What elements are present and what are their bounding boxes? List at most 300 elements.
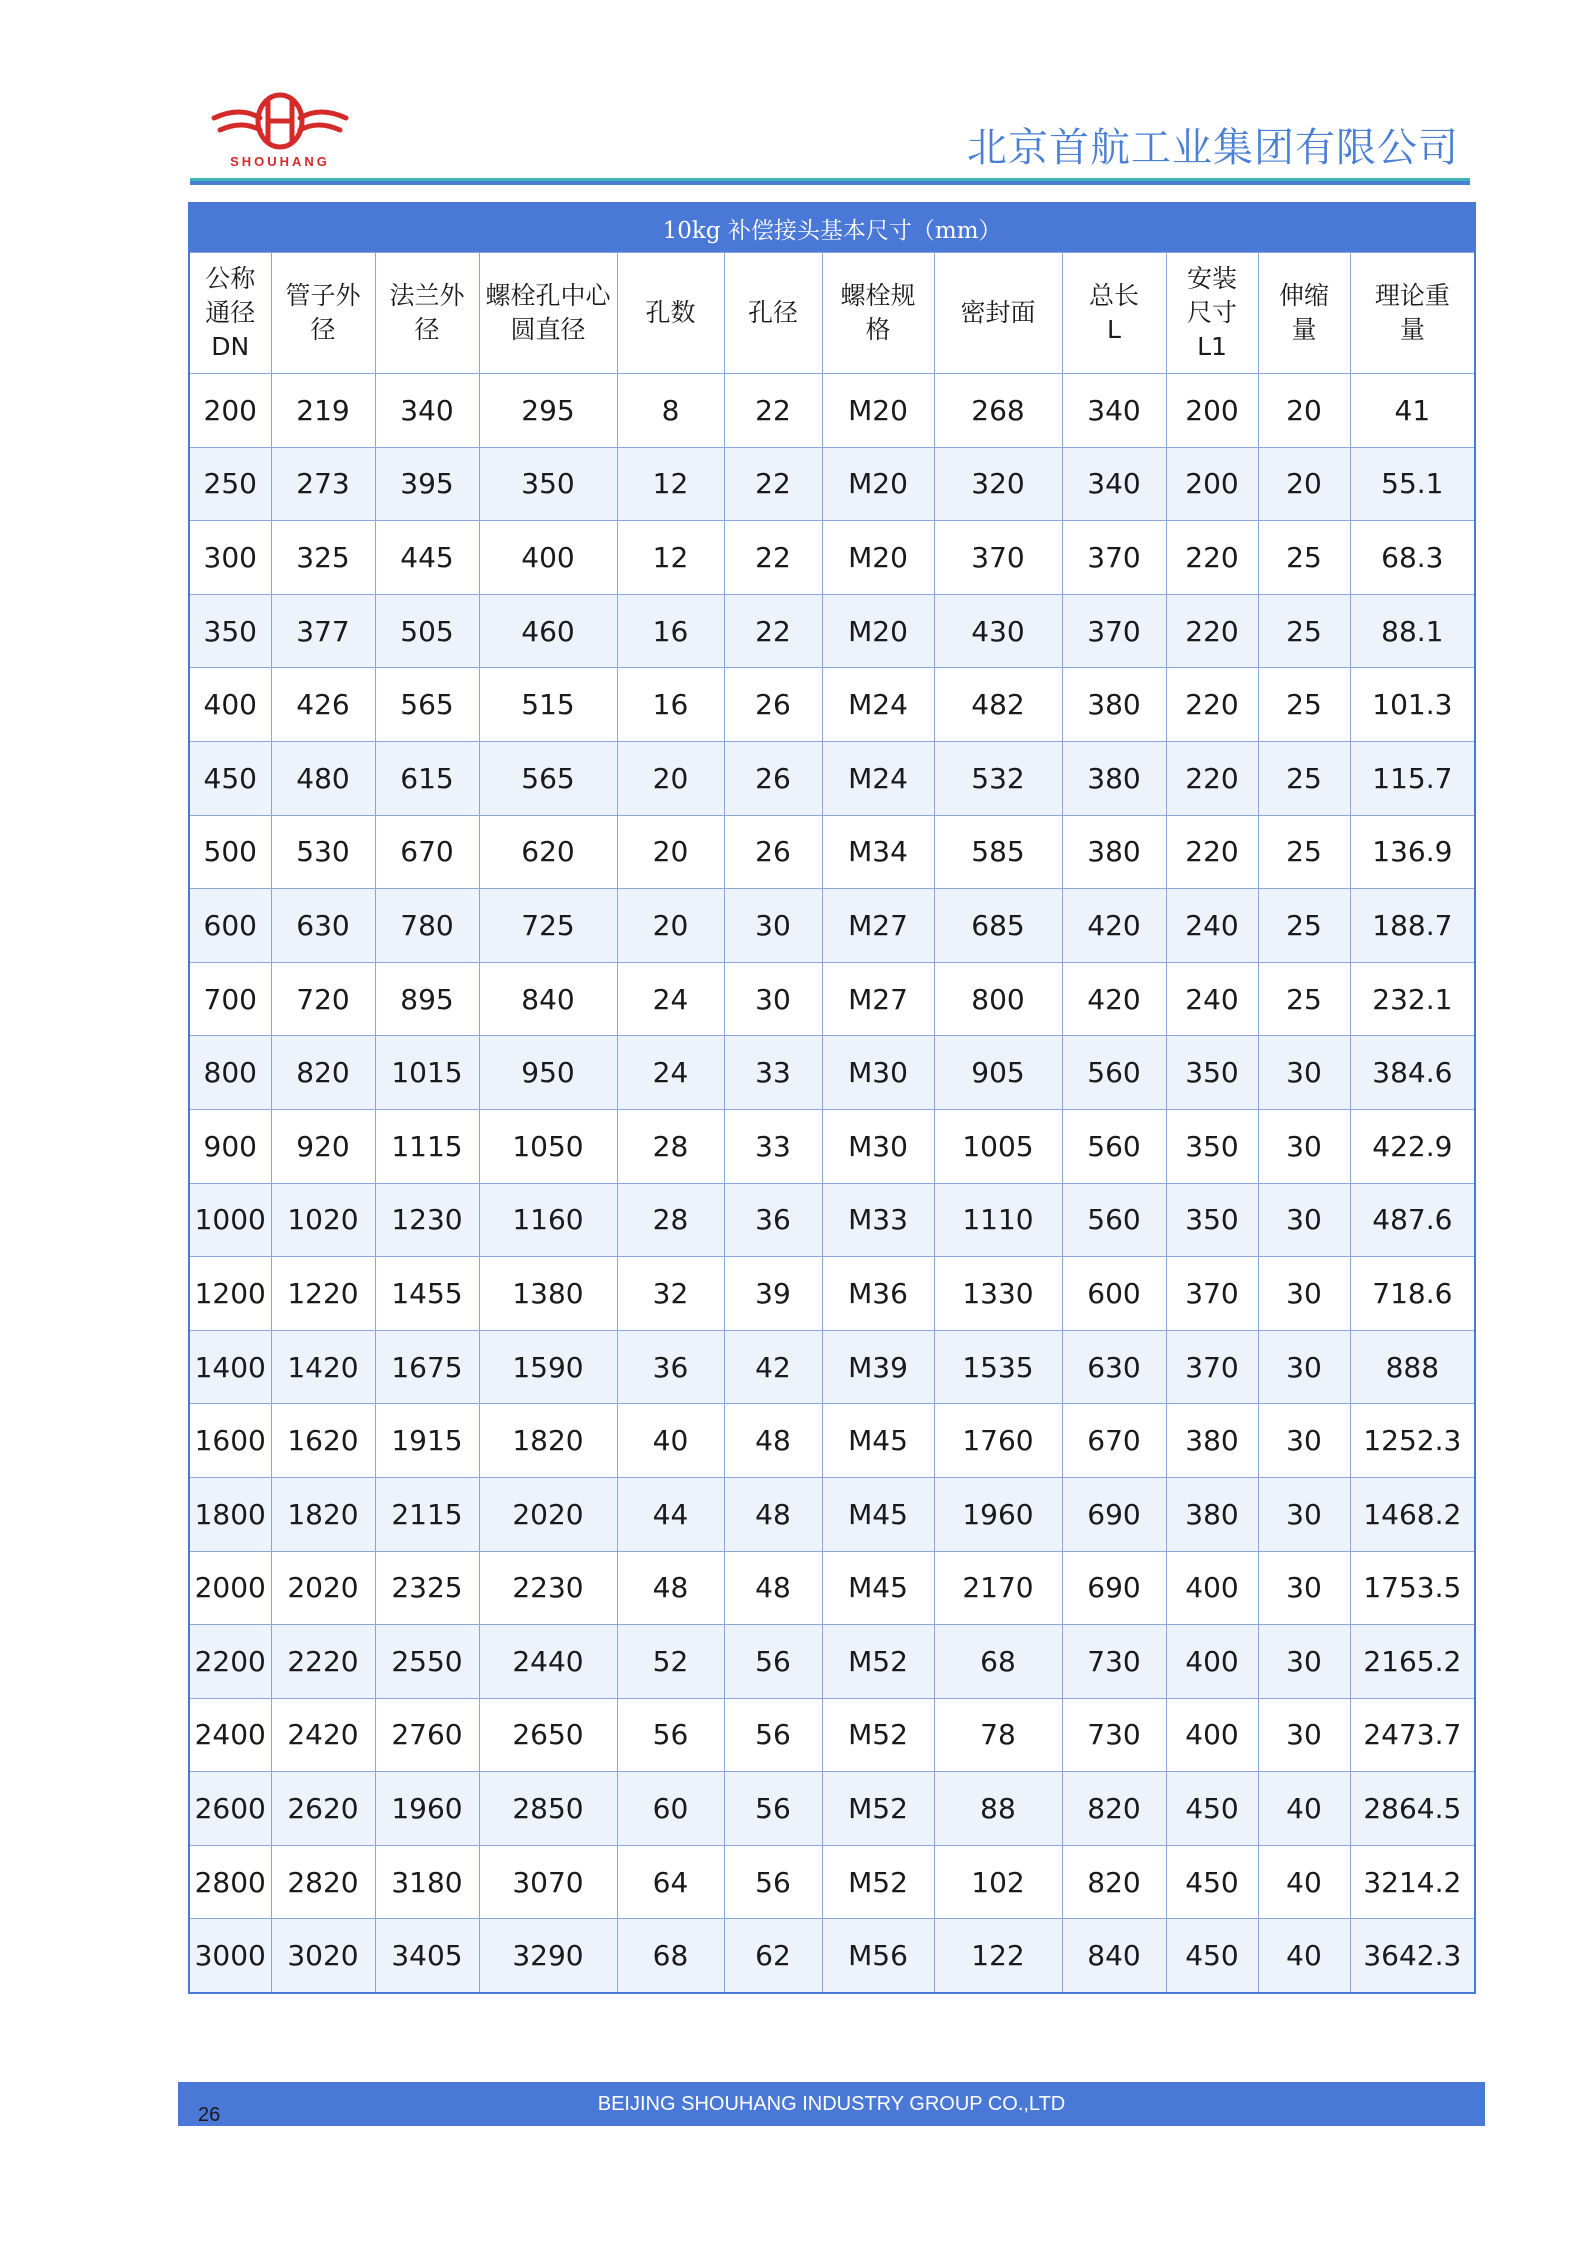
table-cell: 450 — [1166, 1845, 1258, 1919]
table-cell: 515 — [479, 668, 617, 742]
table-cell: 2020 — [271, 1551, 375, 1625]
table-cell: 380 — [1062, 741, 1166, 815]
table-cell: 20 — [617, 741, 724, 815]
table-cell: 3000 — [189, 1919, 271, 1993]
table-cell: 480 — [271, 741, 375, 815]
table-cell: 25 — [1258, 741, 1350, 815]
table-cell: 725 — [479, 889, 617, 963]
table-cell: 900 — [189, 1109, 271, 1183]
table-cell: M45 — [822, 1477, 934, 1551]
column-header-3 — [479, 253, 617, 374]
table-cell: 600 — [1062, 1257, 1166, 1331]
table-cell: 25 — [1258, 668, 1350, 742]
column-header-4 — [617, 253, 724, 374]
table-cell: 2020 — [479, 1477, 617, 1551]
table-cell: 3020 — [271, 1919, 375, 1993]
table-cell: 20 — [617, 889, 724, 963]
table-cell: M30 — [822, 1036, 934, 1110]
table-cell: 55.1 — [1350, 447, 1475, 521]
column-header-line: 径 — [414, 315, 440, 344]
table-cell: 350 — [1166, 1183, 1258, 1257]
table-cell: 630 — [271, 889, 375, 963]
table-cell: 40 — [1258, 1845, 1350, 1919]
column-header-line: 理论重 — [1374, 281, 1450, 310]
table-cell: 950 — [479, 1036, 617, 1110]
table-cell: 840 — [1062, 1919, 1166, 1993]
table-cell: 36 — [724, 1183, 822, 1257]
table-cell: 1200 — [189, 1257, 271, 1331]
table-cell: 630 — [1062, 1330, 1166, 1404]
table-cell: 250 — [189, 447, 271, 521]
column-header-6 — [822, 253, 934, 374]
table-cell: 340 — [1062, 374, 1166, 448]
table-cell: 450 — [189, 741, 271, 815]
table-cell: 2000 — [189, 1551, 271, 1625]
table-cell: 1380 — [479, 1257, 617, 1331]
column-header-line: 法兰外 — [389, 281, 465, 310]
column-header-line: 尺寸 — [1186, 298, 1237, 327]
table-cell: 565 — [479, 741, 617, 815]
company-name: 北京首航工业集团有限公司 — [967, 125, 1459, 171]
column-header-line: 螺栓规 — [840, 281, 916, 310]
table-cell: 40 — [617, 1404, 724, 1478]
table-cell: 1960 — [375, 1772, 479, 1846]
table-cell: 52 — [617, 1625, 724, 1699]
footer-company: BEIJING SHOUHANG INDUSTRY GROUP CO.,LTD — [597, 2093, 1066, 2115]
column-header-line: 总长 — [1088, 281, 1139, 310]
table-cell: M20 — [822, 447, 934, 521]
table-cell: 62 — [724, 1919, 822, 1993]
table-cell: 620 — [479, 815, 617, 889]
table-cell: 1960 — [934, 1477, 1062, 1551]
dimensions-table-container — [188, 202, 1474, 1994]
table-cell: 40 — [1258, 1772, 1350, 1846]
table-cell: 1590 — [479, 1330, 617, 1404]
table-cell: 28 — [617, 1109, 724, 1183]
table-cell: 12 — [617, 521, 724, 595]
column-header-9 — [1166, 253, 1258, 374]
table-cell: 400 — [1166, 1551, 1258, 1625]
column-header-5 — [724, 253, 822, 374]
table-cell: 22 — [724, 594, 822, 668]
table-cell: 685 — [934, 889, 1062, 963]
table-cell: M20 — [822, 594, 934, 668]
table-cell: 1620 — [271, 1404, 375, 1478]
table-cell: 1005 — [934, 1109, 1062, 1183]
table-cell: M56 — [822, 1919, 934, 1993]
table-row — [189, 1551, 1475, 1625]
table-cell: 88.1 — [1350, 594, 1475, 668]
table-cell: M52 — [822, 1698, 934, 1772]
table-cell: 30 — [1258, 1257, 1350, 1331]
table-row — [189, 889, 1475, 963]
table-cell: 320 — [934, 447, 1062, 521]
table-cell: 2864.5 — [1350, 1772, 1475, 1846]
table-cell: M30 — [822, 1109, 934, 1183]
table-cell: 690 — [1062, 1477, 1166, 1551]
table-cell: 220 — [1166, 741, 1258, 815]
table-cell: 3642.3 — [1350, 1919, 1475, 1993]
table-cell: 2170 — [934, 1551, 1062, 1625]
table-cell: 600 — [189, 889, 271, 963]
table-cell: 22 — [724, 374, 822, 448]
table-cell: 33 — [724, 1109, 822, 1183]
table-cell: 400 — [1166, 1625, 1258, 1699]
table-cell: 30 — [1258, 1183, 1350, 1257]
table-cell: 500 — [189, 815, 271, 889]
table-row — [189, 962, 1475, 1036]
table-cell: 905 — [934, 1036, 1062, 1110]
table-cell: 482 — [934, 668, 1062, 742]
column-header-line: DN — [211, 332, 250, 361]
table-cell: 1915 — [375, 1404, 479, 1478]
table-cell: 24 — [617, 962, 724, 1036]
table-cell: M20 — [822, 521, 934, 595]
table-cell: 1230 — [375, 1183, 479, 1257]
column-header-line: L — [1107, 315, 1121, 344]
table-cell: 268 — [934, 374, 1062, 448]
column-header-10 — [1258, 253, 1350, 374]
table-cell: 380 — [1062, 815, 1166, 889]
table-cell: 400 — [189, 668, 271, 742]
column-header-line: 通径 — [205, 298, 256, 327]
column-header-line: 量 — [1399, 315, 1425, 344]
logo-text: SHOUHANG — [230, 154, 330, 169]
table-cell: 1330 — [934, 1257, 1062, 1331]
table-cell: 30 — [1258, 1625, 1350, 1699]
table-cell: 820 — [271, 1036, 375, 1110]
table-cell: 20 — [1258, 447, 1350, 521]
table-cell: 2220 — [271, 1625, 375, 1699]
table-cell: 1110 — [934, 1183, 1062, 1257]
table-cell: 200 — [1166, 374, 1258, 448]
table-cell: 370 — [1062, 594, 1166, 668]
table-cell: 1252.3 — [1350, 1404, 1475, 1478]
table-cell: 3405 — [375, 1919, 479, 1993]
table-cell: 2420 — [271, 1698, 375, 1772]
table-cell: 1420 — [271, 1330, 375, 1404]
table-cell: 2200 — [189, 1625, 271, 1699]
table-cell: 25 — [1258, 962, 1350, 1036]
table-cell: 42 — [724, 1330, 822, 1404]
table-cell: 1400 — [189, 1330, 271, 1404]
table-cell: 240 — [1166, 889, 1258, 963]
table-cell: 1753.5 — [1350, 1551, 1475, 1625]
table-cell: 68 — [934, 1625, 1062, 1699]
table-cell: 25 — [1258, 815, 1350, 889]
column-header-1 — [271, 253, 375, 374]
table-cell: 460 — [479, 594, 617, 668]
table-cell: 487.6 — [1350, 1183, 1475, 1257]
table-cell: M45 — [822, 1404, 934, 1478]
table-cell: 1675 — [375, 1330, 479, 1404]
table-cell: 64 — [617, 1845, 724, 1919]
table-cell: 395 — [375, 447, 479, 521]
table-cell: 30 — [1258, 1109, 1350, 1183]
table-body — [189, 374, 1475, 1994]
table-cell: 2820 — [271, 1845, 375, 1919]
table-cell: 370 — [1062, 521, 1166, 595]
table-cell: 1820 — [271, 1477, 375, 1551]
table-cell: 220 — [1166, 521, 1258, 595]
table-row — [189, 1257, 1475, 1331]
table-cell: 895 — [375, 962, 479, 1036]
table-cell: 840 — [479, 962, 617, 1036]
table-cell: 39 — [724, 1257, 822, 1331]
table-cell: 22 — [724, 521, 822, 595]
table-cell: 26 — [724, 668, 822, 742]
table-cell: 30 — [1258, 1698, 1350, 1772]
table-cell: 888 — [1350, 1330, 1475, 1404]
column-header-0 — [189, 253, 271, 374]
table-cell: 670 — [375, 815, 479, 889]
table-cell: 1115 — [375, 1109, 479, 1183]
table-row — [189, 1109, 1475, 1183]
table-cell: 3290 — [479, 1919, 617, 1993]
table-cell: M34 — [822, 815, 934, 889]
table-row — [189, 447, 1475, 521]
table-cell: 28 — [617, 1183, 724, 1257]
table-cell: 1820 — [479, 1404, 617, 1478]
table-row — [189, 1919, 1475, 1993]
table-cell: 380 — [1166, 1404, 1258, 1478]
table-row — [189, 1625, 1475, 1699]
table-row — [189, 1477, 1475, 1551]
table-cell: 700 — [189, 962, 271, 1036]
table-cell: 3214.2 — [1350, 1845, 1475, 1919]
table-cell: M52 — [822, 1772, 934, 1846]
table-cell: 730 — [1062, 1698, 1166, 1772]
column-header-line: 公称 — [205, 264, 256, 293]
column-header-2 — [375, 253, 479, 374]
table-cell: 33 — [724, 1036, 822, 1110]
table-row — [189, 594, 1475, 668]
table-cell: 115.7 — [1350, 741, 1475, 815]
table-cell: 30 — [1258, 1330, 1350, 1404]
table-cell: 670 — [1062, 1404, 1166, 1478]
table-cell: 12 — [617, 447, 724, 521]
table-cell: 2230 — [479, 1551, 617, 1625]
table-cell: 420 — [1062, 962, 1166, 1036]
table-cell: 101.3 — [1350, 668, 1475, 742]
table-cell: 2850 — [479, 1772, 617, 1846]
table-cell: 730 — [1062, 1625, 1166, 1699]
table-cell: 68.3 — [1350, 521, 1475, 595]
table-cell: 505 — [375, 594, 479, 668]
table-cell: 56 — [724, 1625, 822, 1699]
table-cell: 3180 — [375, 1845, 479, 1919]
table-cell: 68 — [617, 1919, 724, 1993]
table-cell: 720 — [271, 962, 375, 1036]
table-cell: 340 — [375, 374, 479, 448]
table-cell: 2115 — [375, 1477, 479, 1551]
table-title: 10kg 补偿接头基本尺寸（mm） — [189, 203, 1475, 253]
column-header-line: 圆直径 — [510, 315, 586, 344]
table-cell: 48 — [724, 1404, 822, 1478]
table-cell: M36 — [822, 1257, 934, 1331]
table-cell: 16 — [617, 668, 724, 742]
table-cell: 400 — [1166, 1698, 1258, 1772]
table-cell: 30 — [724, 962, 822, 1036]
table-cell: 820 — [1062, 1772, 1166, 1846]
table-cell: 350 — [1166, 1109, 1258, 1183]
table-cell: 420 — [1062, 889, 1166, 963]
table-cell: 41 — [1350, 374, 1475, 448]
table-cell: 220 — [1166, 668, 1258, 742]
table-cell: 25 — [1258, 521, 1350, 595]
table-cell: 1468.2 — [1350, 1477, 1475, 1551]
column-header-line: 安装 — [1186, 264, 1237, 293]
table-cell: 25 — [1258, 889, 1350, 963]
table-cell: 426 — [271, 668, 375, 742]
column-header-line: L1 — [1197, 332, 1227, 361]
table-cell: M52 — [822, 1845, 934, 1919]
table-cell: 122 — [934, 1919, 1062, 1993]
table-cell: 240 — [1166, 962, 1258, 1036]
table-cell: 370 — [934, 521, 1062, 595]
table-cell: 56 — [724, 1698, 822, 1772]
table-cell: 450 — [1166, 1919, 1258, 1993]
table-cell: 350 — [1166, 1036, 1258, 1110]
table-cell: 60 — [617, 1772, 724, 1846]
table-cell: 56 — [724, 1772, 822, 1846]
table-row — [189, 1036, 1475, 1110]
table-cell: 565 — [375, 668, 479, 742]
table-cell: M45 — [822, 1551, 934, 1625]
table-cell: 24 — [617, 1036, 724, 1110]
table-row — [189, 668, 1475, 742]
table-cell: 430 — [934, 594, 1062, 668]
table-row — [189, 1845, 1475, 1919]
table-cell: M24 — [822, 668, 934, 742]
table-cell: 26 — [724, 815, 822, 889]
table-cell: 1160 — [479, 1183, 617, 1257]
table-cell: M27 — [822, 962, 934, 1036]
table-cell: 44 — [617, 1477, 724, 1551]
table-row — [189, 521, 1475, 595]
table-cell: M24 — [822, 741, 934, 815]
table-cell: 3070 — [479, 1845, 617, 1919]
table-cell: 48 — [617, 1551, 724, 1625]
table-cell: 30 — [1258, 1551, 1350, 1625]
column-header-line: 管子外 — [285, 281, 361, 310]
table-cell: 2473.7 — [1350, 1698, 1475, 1772]
table-cell: 30 — [724, 889, 822, 963]
table-row — [189, 1183, 1475, 1257]
table-cell: 350 — [189, 594, 271, 668]
table-cell: 220 — [1166, 815, 1258, 889]
column-header-line: 径 — [310, 315, 336, 344]
table-cell: 300 — [189, 521, 271, 595]
table-cell: 200 — [1166, 447, 1258, 521]
table-cell: 1000 — [189, 1183, 271, 1257]
table-cell: 370 — [1166, 1257, 1258, 1331]
table-cell: 615 — [375, 741, 479, 815]
table-cell: 422.9 — [1350, 1109, 1475, 1183]
table-row — [189, 815, 1475, 889]
table-cell: 585 — [934, 815, 1062, 889]
dimensions-table — [188, 202, 1476, 1994]
table-cell: 295 — [479, 374, 617, 448]
table-cell: 377 — [271, 594, 375, 668]
table-cell: 48 — [724, 1477, 822, 1551]
table-cell: 20 — [617, 815, 724, 889]
column-header-7 — [934, 253, 1062, 374]
table-cell: 1600 — [189, 1404, 271, 1478]
table-cell: 88 — [934, 1772, 1062, 1846]
table-row — [189, 741, 1475, 815]
table-cell: 56 — [724, 1845, 822, 1919]
footer-bar — [178, 2082, 1485, 2126]
table-cell: 40 — [1258, 1919, 1350, 1993]
table-cell: 370 — [1166, 1330, 1258, 1404]
page-number: 26 — [198, 2104, 221, 2126]
table-cell: 219 — [271, 374, 375, 448]
table-cell: 450 — [1166, 1772, 1258, 1846]
table-cell: 718.6 — [1350, 1257, 1475, 1331]
table-cell: 560 — [1062, 1036, 1166, 1110]
table-cell: 1455 — [375, 1257, 479, 1331]
table-header-row — [189, 253, 1475, 374]
table-cell: 800 — [189, 1036, 271, 1110]
table-cell: 2600 — [189, 1772, 271, 1846]
column-header-11 — [1350, 253, 1475, 374]
table-cell: 1800 — [189, 1477, 271, 1551]
table-cell: 2620 — [271, 1772, 375, 1846]
table-cell: 2440 — [479, 1625, 617, 1699]
table-cell: 20 — [1258, 374, 1350, 448]
column-header-line: 量 — [1291, 315, 1317, 344]
table-cell: 800 — [934, 962, 1062, 1036]
table-cell: 532 — [934, 741, 1062, 815]
table-cell: 380 — [1062, 668, 1166, 742]
table-cell: 30 — [1258, 1477, 1350, 1551]
table-cell: 1015 — [375, 1036, 479, 1110]
table-cell: 445 — [375, 521, 479, 595]
company-logo — [210, 88, 350, 172]
column-header-line: 螺栓孔中心 — [485, 281, 611, 310]
table-cell: 2400 — [189, 1698, 271, 1772]
table-cell: 32 — [617, 1257, 724, 1331]
table-cell: 36 — [617, 1330, 724, 1404]
table-cell: 530 — [271, 815, 375, 889]
table-cell: 384.6 — [1350, 1036, 1475, 1110]
table-cell: M39 — [822, 1330, 934, 1404]
table-cell: 273 — [271, 447, 375, 521]
table-cell: 232.1 — [1350, 962, 1475, 1036]
table-cell: 780 — [375, 889, 479, 963]
table-cell: 78 — [934, 1698, 1062, 1772]
table-cell: 200 — [189, 374, 271, 448]
table-cell: 8 — [617, 374, 724, 448]
table-cell: 560 — [1062, 1109, 1166, 1183]
table-cell: 400 — [479, 521, 617, 595]
table-cell: 220 — [1166, 594, 1258, 668]
table-cell: 30 — [1258, 1404, 1350, 1478]
column-header-line: 孔径 — [747, 298, 798, 327]
table-cell: 340 — [1062, 447, 1166, 521]
shouhang-logo-icon — [210, 88, 350, 154]
table-row — [189, 1772, 1475, 1846]
table-cell: 350 — [479, 447, 617, 521]
table-cell: 920 — [271, 1109, 375, 1183]
table-cell: 2165.2 — [1350, 1625, 1475, 1699]
table-cell: 2760 — [375, 1698, 479, 1772]
table-cell: 2800 — [189, 1845, 271, 1919]
column-header-line: 格 — [865, 315, 891, 344]
table-cell: 325 — [271, 521, 375, 595]
table-cell: 25 — [1258, 594, 1350, 668]
